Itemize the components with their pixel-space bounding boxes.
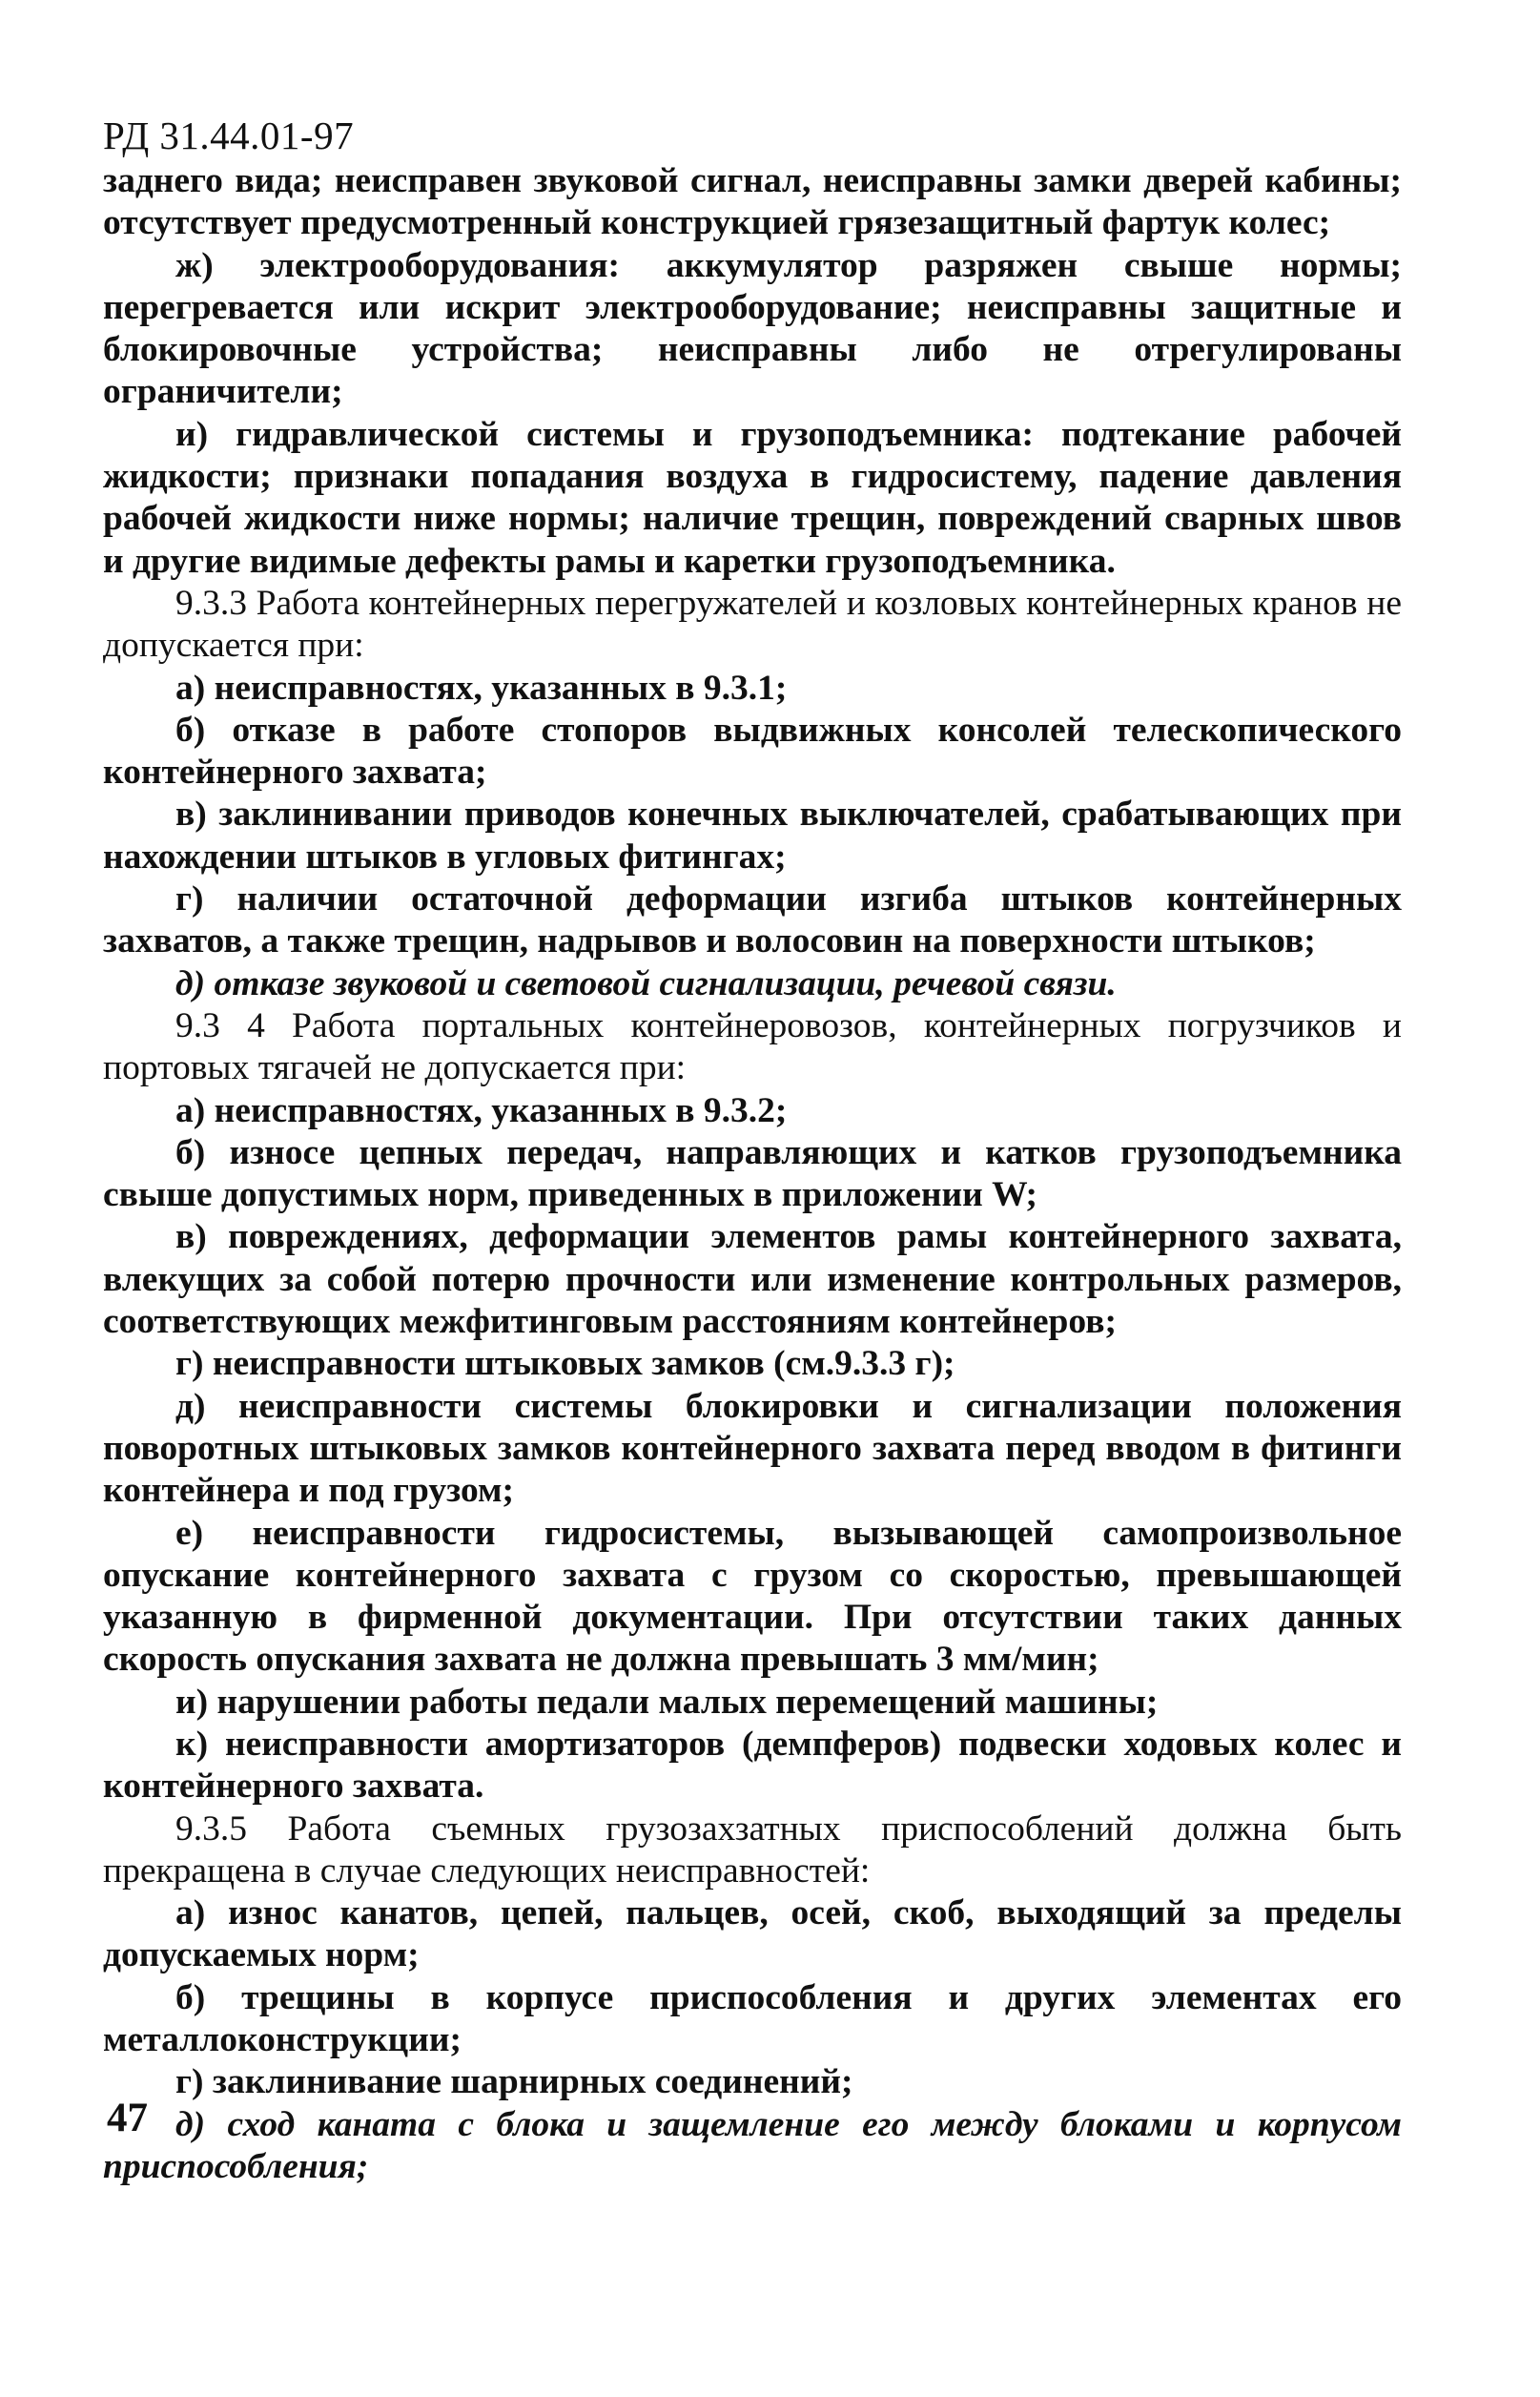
list-item-d: д) отказе звуковой и световой сигнализации, речевой связи. [175,963,1117,1003]
list-item-v: в) повреждениях, деформации элементов рамы контейнерного захвата, влекущих за собой потерю прочности или изменение контрольных размеров, соответствующих межфитинговым расстояниям контейнеров; [103,1217,1402,1342]
list-item-i: и) нарушении работы педали малых перемещений машины; [175,1682,1159,1722]
list-item-k: к) неисправности амортизаторов (демпферов) подвески ходовых колес и контейнерного захвата. [103,1724,1402,1807]
section-9-3-5: 9.3.5 Работа съемных грузозахзатных приспособлений должна быть прекращена в случае следующих неисправностей: [103,1808,1402,1891]
list-item-b: б) износе цепных передач, направляющих и катков грузоподъемника свыше допустимых норм, приведенных в приложении W; [103,1132,1402,1215]
list-item-v: в) заклинивании приводов конечных выключателей, срабатывающих при нахождении штыков в угловых фитингах; [103,795,1402,877]
list-item-g: г) неисправности штыковых замков (см.9.3.3 г); [175,1344,955,1384]
list-item-a: а) неисправностях, указанных в 9.3.2; [175,1090,788,1130]
document-header: РД 31.44.01-97 [103,114,355,157]
list-item-d: д) неисправности системы блокировки и сигнализации положения поворотных штыковых замков контейнерного захвата перед вводом в фитинги контейнера и под грузом; [103,1386,1402,1511]
document-body [103,160,1402,2188]
list-item-a: а) износ канатов, цепей, пальцев, осей, скоб, выходящий за пределы допускаемых норм; [103,1893,1402,1975]
paragraph-continuation: заднего вида; неисправен звуковой сигнал, неисправны замки дверей кабины; отсутствует предусмотренный конструкцией грязезащитный фартук колес; [103,161,1402,243]
section-9-3-3: 9.3.3 Работа контейнерных перегружателей и козловых контейнерных кранов не допускается при: [103,583,1402,666]
list-item-b: б) трещины в корпусе приспособления и других элементах его металлоконструкции; [103,1977,1402,2060]
list-item-i: и) гидравлической системы и грузоподъемника: подтекание рабочей жидкости; признаки попадания воздуха в гидросистему, падение давления рабочей жидкости ниже нормы; наличие трещин, повреждений сварных швов и другие видимые дефекты рамы и каретки грузоподъемника. [103,414,1402,581]
list-item-e: е) неисправности гидросистемы, вызывающей самопроизвольное опускание контейнерного захвата с грузом со скоростью, превышающей указанную в фирменной документации. При отсутствии таких данных скорость опускания захвата не должна превышать 3 мм/мин; [103,1513,1402,1680]
list-item-a: а) неисправностях, указанных в 9.3.1; [175,668,788,708]
section-9-3-4: 9.3 4 Работа портальных контейнеровозов, контейнерных погрузчиков и портовых тягачей не допускается при: [103,1005,1402,1088]
list-item-g: г) наличии остаточной деформации изгиба штыков контейнерных захватов, а также трещин, надрывов и волосовин на поверхности штыков; [103,879,1402,961]
list-item-g: г) заклинивание шарнирных соединений; [175,2062,853,2102]
page-number: 47 [107,2096,148,2140]
list-item-d: д) сход каната с блока и защемление его между блоками и корпусом приспособления; [103,2104,1402,2186]
list-item-zh: ж) электрооборудования: аккумулятор разряжен свыше нормы; перегревается или искрит электрооборудование; неисправны защитные и блокировочные устройства; неисправны либо не отрегулированы ограничители; [103,245,1402,412]
list-item-b: б) отказе в работе стопоров выдвижных консолей телескопического контейнерного захвата; [103,710,1402,793]
